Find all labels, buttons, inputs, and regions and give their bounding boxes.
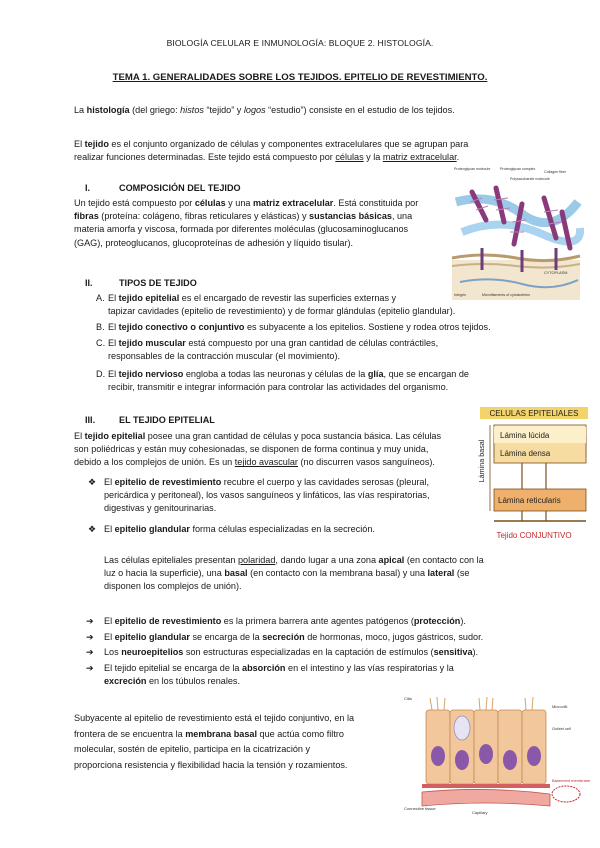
section-body-composicion: Un tejido está compuesto por células y una matriz extracelular. Está constituida por fibras (proteína: colágeno, fibras reticulares y elásticas) y sustancias básicas, una materia amorfa y viscosa, formada por diferentes moléculas (glucosaminoglucanos (GAG), proteoglucanos, glucoproteínas de adhesión y líquido tisular). [74,198,419,248]
label-complex: Proteoglycan complex [500,167,536,171]
list-item-epitelial: A. El tejido epitelial es el encargado de revestir las superficies externas y tapizar cavidades (epitelio de revestimiento) y de formar glándulas (epitelio glandular). [96,293,456,317]
label-collagen: Collagen fiber [544,170,567,174]
arrow-item-secrecion: ➔ El epitelio glandular se encarga de la secreción de hormonas, moco, jugos gástricos, sudor. [104,631,544,644]
label-microfilaments: Microfilaments of cytoskeleton [482,293,531,297]
label-lamina-densa: Lámina densa [500,449,551,458]
goblet-cell-vesicle [454,716,470,740]
arrow-right-icon: ➔ [86,663,94,673]
paragraph-histologia: La histología (del griego: histos “tejido” y logos “estudio”) consiste en el estudio de los tejidos. [74,105,455,115]
paragraph-polaridad: Las células epiteliales presentan polaridad, dando lugar a una zona apical (en contacto con la luz o hacia la superficie), una basal (en contacto con la membrana basal) y una lateral (se disponen los complejos de unión). [104,555,484,592]
arrow-right-icon: ➔ [86,632,94,642]
figure-extracellular-matrix [452,162,580,300]
list-item-nervioso: D. El tejido nervioso engloba a todas las neuronas y células de la glía, que se encargan de recibir, transmitir e integrar información para controlar las actividades del organismo. [96,369,469,393]
diamond-bullet-icon: ❖ [88,524,97,534]
section-heading-composicion: I. COMPOSICIÓN DEL TEJIDO [85,183,241,193]
basement-membrane [422,784,550,788]
section-heading-tipos: II. TIPOS DE TEJIDO [85,278,197,288]
paragraph-tejido: El tejido es el conjunto organizado de células y componentes extracelulares que se agrupan para realizar funciones determinadas. Este tejido está compuesto por células y la matriz extracelular. [74,139,469,163]
label-lamina-lucida: Lámina lúcida [500,431,550,440]
list-item-conectivo: B. El tejido conectivo o conjuntivo es subyacente a los epitelios. Sostiene y rodea otros tejidos. [96,322,491,332]
document-header: BIOLOGÍA CELULAR E INMUNOLOGÍA: BLOQUE 2. HISTOLOGÍA. [166,38,434,48]
arrow-right-icon: ➔ [86,647,94,657]
basal-lamina-diagram [478,405,590,545]
label-cytoplasm: CYTOPLASM [544,271,568,275]
label-lamina-basal: Lámina basal [477,439,486,483]
label-cilia: Cilia [404,696,412,701]
figure-basal-lamina [478,405,590,545]
figure-epithelium [402,690,590,818]
label-tejido-conjuntivo: Tejido CONJUNTIVO [496,531,572,540]
section-body-epitelial: El tejido epitelial posee una gran cantidad de células y poca sustancia básica. Las células son poliédricas y están muy cohesionadas, se disponen de forma continua y muy unida, debido a los complejos de unión. Es un tejido avascular (no discurren vasos sanguíneos). [74,431,442,468]
label-basement: Basement membrane [552,778,591,783]
arrow-item-sensitiva: ➔ Los neuroepitelios son estructuras especializadas en la captación de estímulos (sensitiva). [104,646,544,659]
label-integrin: Integrin [454,293,466,297]
diamond-bullet-icon: ❖ [88,477,97,487]
paragraph-membrana-basal: Subyacente al epitelio de revestimiento está el tejido conjuntivo, en la frontera de se encuentra la membrana basal que actúa como filtro molecular, sostén de epitelio, participa en la cicatrización y proporciona resistencia y flexibilidad hacia la tensión y rozamientos. [74,713,355,770]
label-connective: Connective tissue [404,806,436,811]
section-heading-epitelial: III. EL TEJIDO EPITELIAL [85,415,215,425]
label-proteoglycan: Proteoglycan molecule [454,167,491,171]
list-item-muscular: C. El tejido muscular está compuesto por una gran cantidad de células contráctiles, responsables de la contracción muscular (el movimiento). [96,338,439,362]
label-capillary: Capillary [472,810,488,815]
label-lamina-reticularis: Lámina reticularis [498,496,561,505]
label-polysaccharide: Polysaccharide molecule [510,177,550,181]
arrow-right-icon: ➔ [86,616,94,626]
label-goblet: Goblet cell [552,726,571,731]
label-celulas-epiteliales: CELULAS EPITELIALES [489,409,579,418]
document-title: TEMA 1. GENERALIDADES SOBRE LOS TEJIDOS. EPITELIO DE REVESTIMIENTO. [112,72,488,83]
bullet-glandular: ❖ El epitelio glandular forma células especializadas en la secreción. [104,523,484,536]
arrow-item-absorcion: ➔ El tejido epitelial se encarga de la absorción en el intestino y las vías respiratorias y la excreción en los túbulos renales. [86,663,454,687]
epithelium-illustration [402,690,590,818]
label-microvilli: Microvilli [552,704,568,709]
bullet-revestimiento: ❖ El epitelio de revestimiento recubre el cuerpo y las cavidades serosas (pleural, pericárdica y peritoneal), los vasos sanguíneos y linfáticos, las vías respiratorias, digestivas y genitourinarias. [88,477,430,514]
matrix-illustration [452,162,580,300]
arrow-item-proteccion: ➔ El epitelio de revestimiento es la primera barrera ante agentes patógenos (protección). [104,615,544,628]
